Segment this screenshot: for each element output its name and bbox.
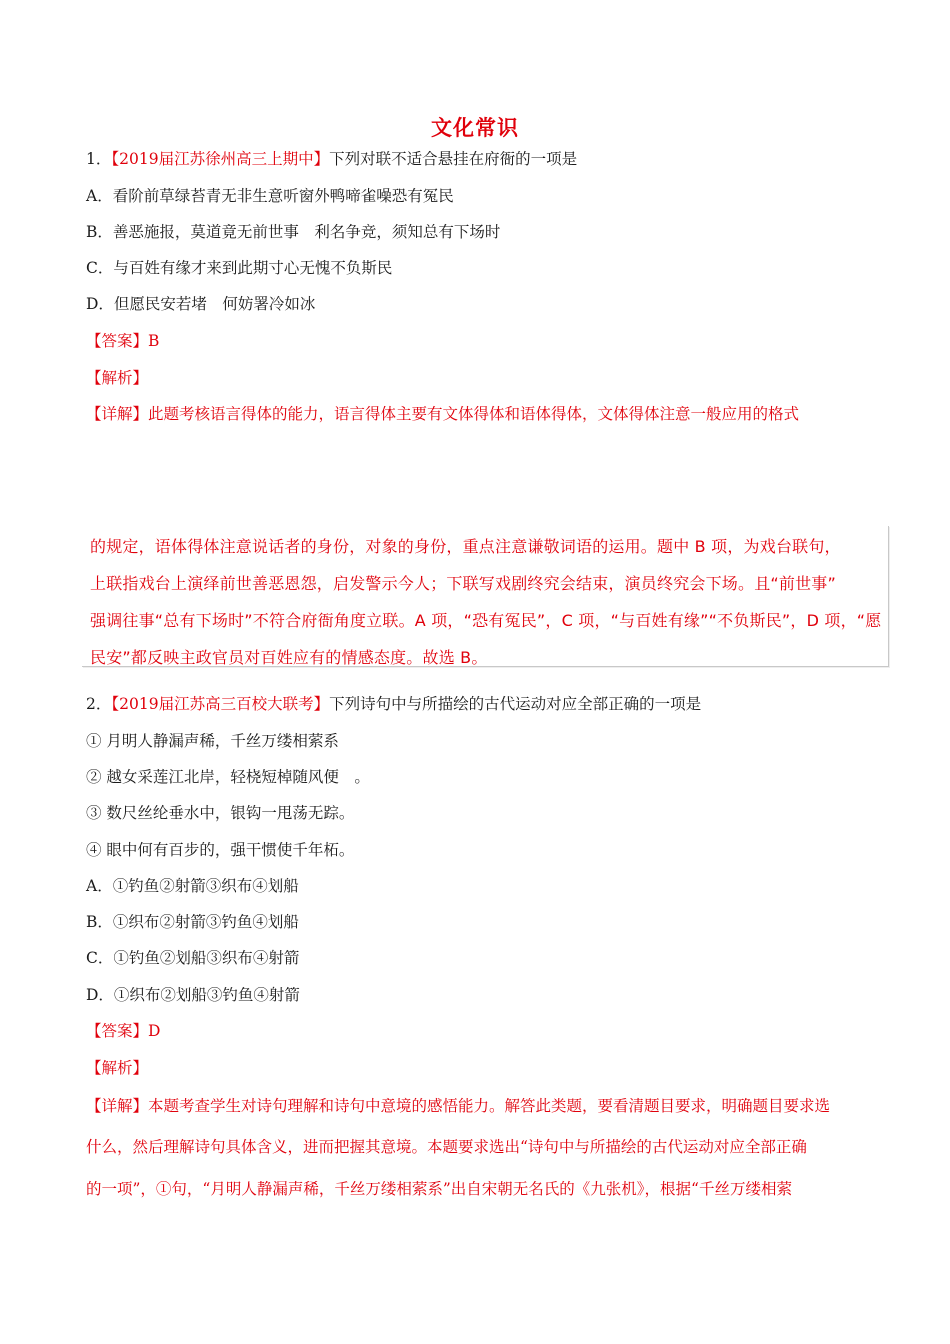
detail-text: 本题考查学生对诗句理解和诗句中意境的感悟能力。解答此类题，要看清题目要求，明确题目要求选 — [148, 1097, 831, 1115]
question-number: 1． — [86, 150, 112, 168]
page-title: 文化常识 — [431, 116, 519, 140]
detail-line: 什么，然后理解诗句具体含义，进而把握其意境。本题要求选出“诗句中与所描绘的古代运动对应全部正确 — [86, 1138, 807, 1156]
answer-value: B — [148, 332, 160, 350]
question-1-stem — [86, 148, 577, 170]
poem-line-2: ② 越女采莲江北岸，轻桡短棹随风便 。 — [86, 768, 370, 786]
question-text: 下列对联不适合悬挂在府衙的一项是 — [329, 150, 578, 168]
detail-line — [86, 403, 799, 425]
option-c: C．①钓鱼②划船③织布④射箭 — [86, 949, 300, 967]
explanation-line: 上联指戏台上演绎前世善恶恩怨，启发警示今人；下联写戏剧终究会结束，演员终究会下场。且“前世事” — [90, 574, 836, 593]
analysis-tag: 【解析】 — [86, 369, 149, 387]
answer-value: D — [148, 1022, 161, 1040]
poem-line-1: ① 月明人静漏声稀，千丝万缕相萦系 — [86, 732, 339, 750]
option-d: D．①织布②划船③钓鱼④射箭 — [86, 986, 300, 1004]
explanation-line: 的规定，语体得体注意说话者的身份，对象的身份，重点注意谦敬词语的运用。题中 B 项，为戏台联句， — [90, 537, 841, 556]
question-source: 【2019届江苏徐州高三上期中】 — [111, 150, 330, 168]
analysis-tag: 【解析】 — [86, 1059, 149, 1077]
option-c: C．与百姓有缘才来到此期寸心无愧不负斯民 — [86, 259, 393, 277]
option-b: B．①织布②射箭③钓鱼④划船 — [86, 913, 299, 931]
option-a: A．看阶前草绿苔青无非生意听窗外鸭啼雀噪恐有冤民 — [86, 187, 454, 205]
explanation-box — [82, 526, 889, 667]
explanation-line: 强调往事“总有下场时”不符合府衙角度立联。A 项，“恐有冤民”，C 项，“与百姓有缘”“不负斯民”，D 项，“愿 — [90, 611, 882, 630]
question-source: 【2019届江苏高三百校大联考】 — [111, 695, 330, 713]
question-text: 下列诗句中与所描绘的古代运动对应全部正确的一项是 — [329, 695, 702, 713]
option-a: A．①钓鱼②射箭③织布④划船 — [86, 877, 299, 895]
question-number: 2． — [86, 695, 112, 713]
question-2-stem — [86, 693, 701, 715]
option-d: D．但愿民安若堵 何妨署冷如冰 — [86, 295, 316, 313]
detail-tag: 【详解】 — [86, 1097, 149, 1115]
answer-line — [86, 330, 159, 352]
detail-text: 此题考核语言得体的能力，语言得体主要有文体得体和语体得体，文体得体注意一般应用的格式 — [148, 405, 800, 423]
option-b: B．善恶施报，莫道竟无前世事 利名争竞，须知总有下场时 — [86, 223, 501, 241]
explanation-line: 民安”都反映主政官员对百姓应有的情感态度。故选 B。 — [90, 648, 488, 667]
answer-line — [86, 1020, 160, 1042]
detail-line — [86, 1094, 830, 1116]
answer-tag: 【答案】 — [86, 332, 149, 350]
detail-line: 的一项”，①句，“月明人静漏声稀，千丝万缕相萦系”出自宋朝无名氏的《九张机》，根据“千丝万缕相萦 — [86, 1180, 792, 1198]
answer-tag: 【答案】 — [86, 1022, 149, 1040]
poem-line-4: ④ 眼中何有百步的，强干惯使千年柘。 — [86, 841, 355, 859]
poem-line-3: ③ 数尺丝纶垂水中，银钩一甩荡无踪。 — [86, 804, 355, 822]
detail-tag: 【详解】 — [86, 405, 149, 423]
